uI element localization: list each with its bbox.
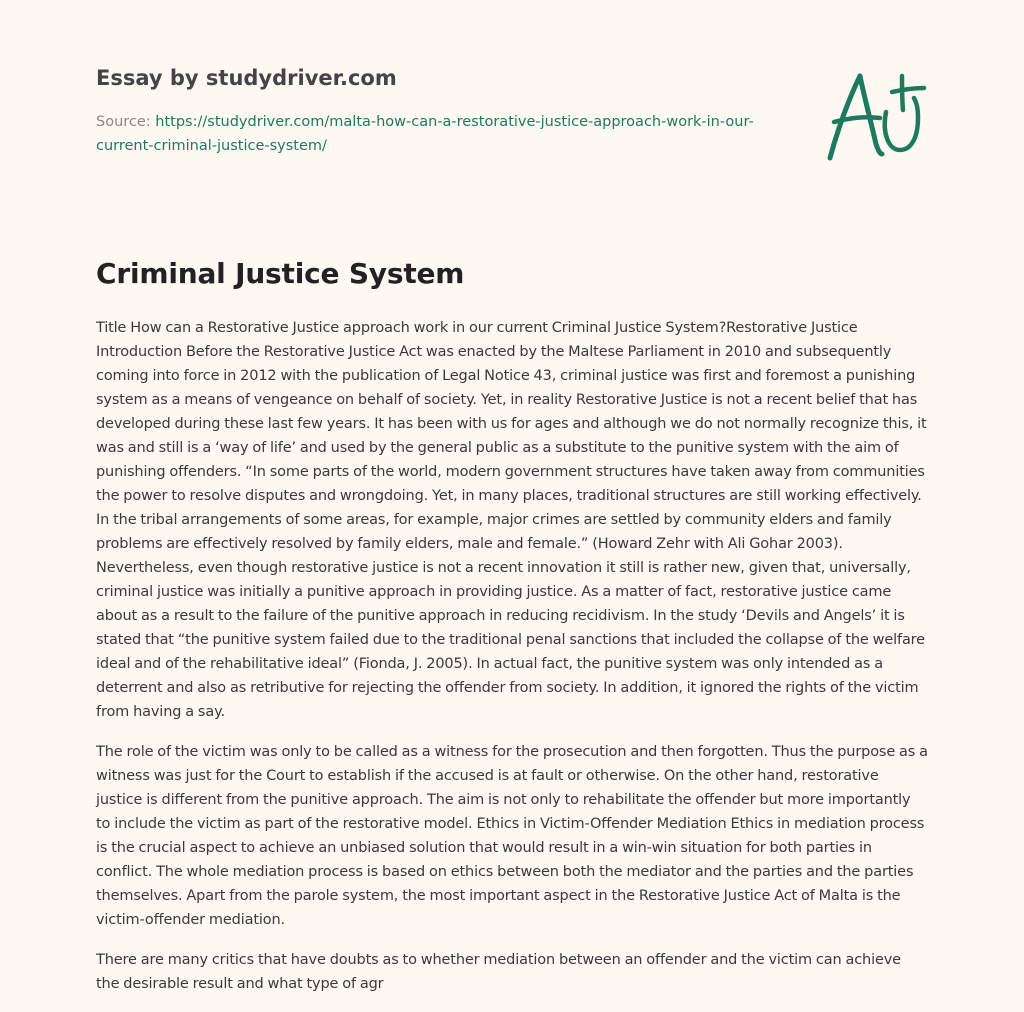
source-line [96, 110, 776, 158]
site-header [96, 64, 796, 158]
a-plus-logo-icon [820, 66, 930, 166]
essay-body [96, 316, 928, 1012]
site-brand: Essay by studydriver.com [96, 66, 397, 90]
source-label: Source: [96, 114, 156, 130]
source-link[interactable]: https://studydriver.com/malta-how-can-a-restorative-justice-approach-work-in-our-current-criminal-justice-system/ [96, 114, 754, 154]
essay-title: Criminal Justice System [96, 257, 465, 290]
essay-paragraph: The role of the victim was only to be called as a witness for the prosecution and then forgotten. Thus the purpose as a witness was just for the Court to establish if the accused is at fault or otherwise. On the other hand, restorative justice is different from the punitive approach. The aim is not only to rehabilitate the offender but more importantly to include the victim as part of the restorative model. Ethics in Victim-Offender Mediation Ethics in mediation process is the crucial aspect to achieve an unbiased solution that would result in a win-win situation for both parties in conflict. The whole mediation process is based on ethics between both the mediator and the parties and the parties themselves. Apart from the parole system, the most important aspect in the Restorative Justice Act of Malta is the victim-offender mediation. [96, 744, 928, 928]
essay-paragraph: There are many critics that have doubts as to whether mediation between an offender and the victim can achieve the desirable result and what type of agr [96, 952, 901, 992]
essay-paragraph: Title How can a Restorative Justice approach work in our current Criminal Justice System?Restorative Justice Introduction Before the Restorative Justice Act was enacted by the Maltese Parliament in 2010 and subsequently coming into force in 2012 with the publication of Legal Notice 43, criminal justice was first and foremost a punishing system as a means of vengeance on behalf of society. Yet, in reality Restorative Justice is not a recent belief that has developed during these last few years. It has been with us for ages and although we do not normally recognize this, it was and still is a ‘way of life’ and used by the general public as a substitute to the punitive system with the aim of punishing offenders. “In some parts of the world, modern government structures have taken away from communities the power to resolve disputes and wrongdoing. Yet, in many places, traditional structures are still working effectively. In the tribal arrangements of some areas, for example, major crimes are settled by community elders and family problems are effectively resolved by family elders, male and female.” (Howard Zehr with Ali Gohar 2003). Nevertheless, even though restorative justice is not a recent innovation it still is rather new, given that, universally, criminal justice was initially a punitive approach in providing justice. As a matter of fact, restorative justice came about as a result to the failure of the punitive approach in reducing recidivism. In the study ‘Devils and Angels’ it is stated that “the punitive system failed due to the traditional penal sanctions that included the collapse of the welfare ideal and of the rehabilitative ideal” (Fionda, J. 2005). In actual fact, the punitive system was only intended as a deterrent and also as retributive for rejecting the offender from society. In addition, it ignored the rights of the victim from having a say. [96, 320, 927, 720]
